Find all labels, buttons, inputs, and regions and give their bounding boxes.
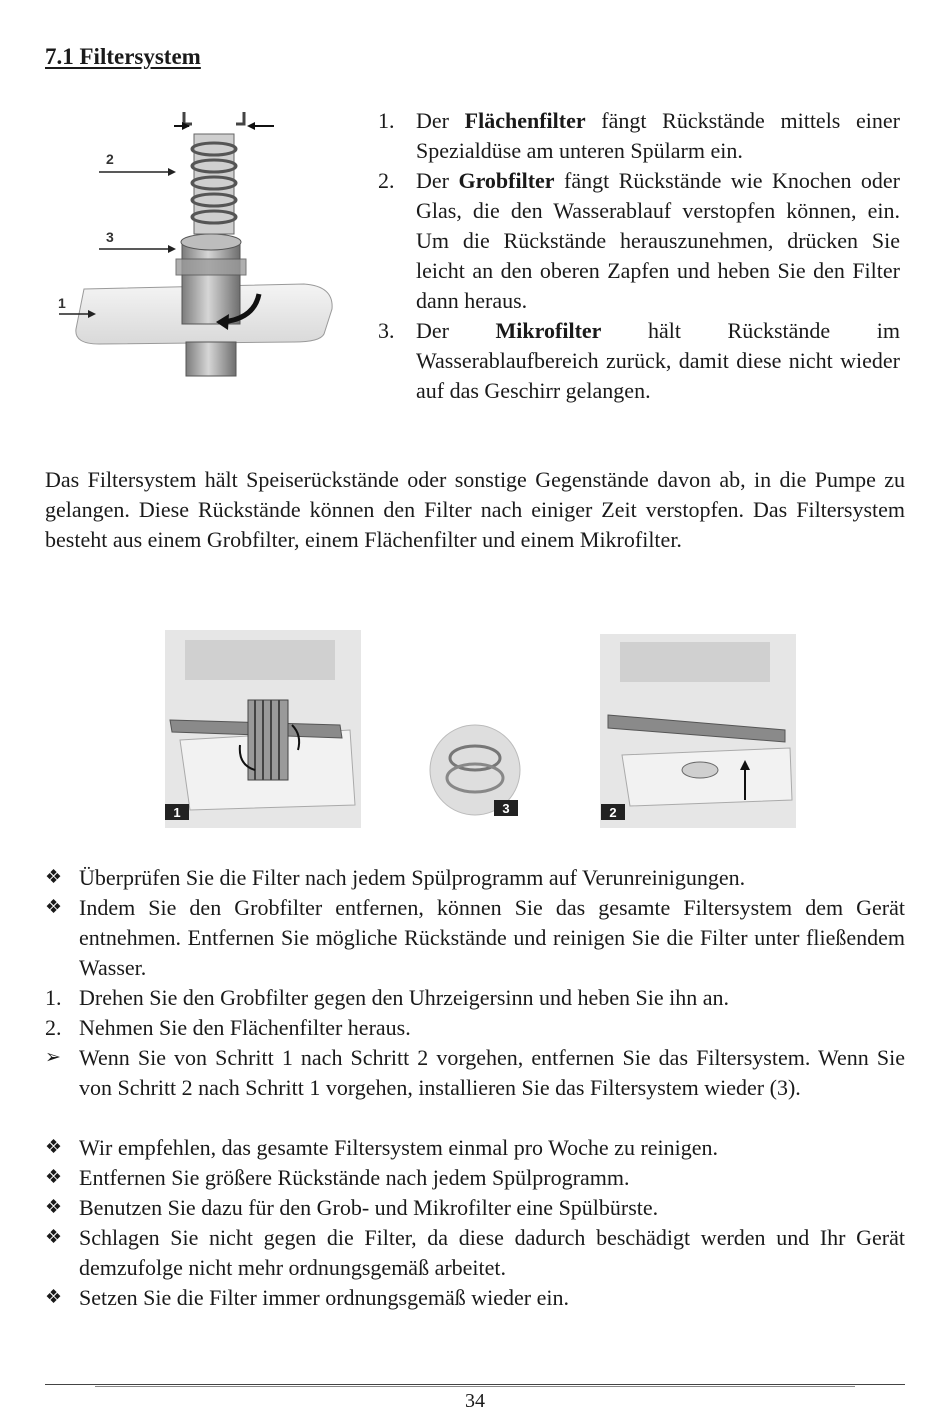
photo-step-1	[165, 630, 361, 828]
footer-rule	[45, 1384, 905, 1385]
photo-label-1: 1	[173, 805, 181, 820]
list-item: ❖ Indem Sie den Grobfilter entfernen, können Sie das gesamte Filtersystem dem Gerät entnehmen. Entfernen Sie mögliche Rückstände und reinigen Sie die Filter unter fließendem Wasser.	[45, 895, 905, 980]
figure-label-3: 3	[106, 229, 114, 245]
photo-step-2	[600, 634, 796, 828]
photo-label-3: 3	[502, 801, 510, 816]
diamond-bullet-icon: ❖	[45, 1197, 63, 1218]
list-item: ❖ Setzen Sie die Filter immer ordnungsgemäß wieder ein.	[45, 1283, 905, 1313]
list-item: 3. Der Mikrofilter hält Rückstände im Wasserablaufbereich zurück, damit diese nicht wieder auf das Geschirr gelangen.	[378, 318, 900, 403]
footer-rule-inner	[95, 1386, 855, 1387]
list-item: 2. Der Grobfilter fängt Rückstände wie Knochen oder Glas, die den Wasserablauf verstopfen können, ein. Um die Rückstände herauszunehmen, drücken Sie leicht an den oberen Zapfen und heben Sie den Filter dann heraus.	[378, 168, 900, 313]
filter-parts-list	[378, 106, 900, 406]
step-number: 1.	[45, 985, 62, 1010]
item-number: 3.	[378, 318, 395, 343]
figure-label-1: 1	[58, 295, 66, 311]
diamond-bullet-icon: ❖	[45, 1167, 63, 1188]
item-number: 1.	[378, 108, 395, 133]
list-item: 2. Nehmen Sie den Flächenfilter heraus.	[45, 1013, 905, 1043]
photo-step-3	[430, 725, 520, 816]
list-item: ➢ Wenn Sie von Schritt 1 nach Schritt 2 vorgehen, entfernen Sie das Filtersystem. Wenn Sie von Schritt 2 nach Schritt 1 vorgehen, installieren Sie das Filtersystem wieder (3).	[45, 1045, 905, 1100]
arrow-bullet-icon: ➢	[45, 1047, 61, 1068]
diamond-bullet-icon: ❖	[45, 897, 63, 918]
diamond-bullet-icon: ❖	[45, 1227, 63, 1248]
item-number: 2.	[378, 168, 395, 193]
photo-label-2: 2	[609, 805, 617, 820]
list-item: 1. Der Flächenfilter fängt Rückstände mittels einer Spezialdüse am unteren Spülarm ein.	[378, 108, 901, 163]
list-item: ❖ Schlagen Sie nicht gegen die Filter, da diese dadurch beschädigt werden und Ihr Gerät demzufolge nicht mehr ordnungsgemäß arbeitet.	[45, 1225, 905, 1280]
diamond-bullet-icon: ❖	[45, 1287, 63, 1308]
term: Mikrofilter	[495, 318, 602, 343]
list-item: ❖ Entfernen Sie größere Rückstände nach jedem Spülprogramm.	[45, 1163, 905, 1193]
step-number: 2.	[45, 1015, 62, 1040]
diamond-bullet-icon: ❖	[45, 1137, 63, 1158]
list-item: 1. Drehen Sie den Grobfilter gegen den Uhrzeigersinn und heben Sie ihn an.	[45, 983, 905, 1013]
term: Grobfilter	[458, 168, 555, 193]
list-item: ❖ Wir empfehlen, das gesamte Filtersystem einmal pro Woche zu reinigen.	[45, 1133, 905, 1163]
list-item: ❖ Überprüfen Sie die Filter nach jedem Spülprogramm auf Verunreinigungen.	[45, 863, 905, 893]
figure-label-2: 2	[106, 151, 114, 167]
page-number: 34	[465, 1390, 485, 1412]
filter-system-diagram	[44, 104, 342, 386]
term: Flächenfilter	[464, 108, 586, 133]
diamond-bullet-icon: ❖	[45, 867, 63, 888]
instructions-list	[45, 863, 905, 1313]
section-title: 7.1 Filtersystem	[45, 44, 201, 69]
list-item: ❖ Benutzen Sie dazu für den Grob- und Mikrofilter eine Spülbürste.	[45, 1193, 905, 1223]
intro-paragraph: Das Filtersystem hält Speiserückstände oder sonstige Gegenstände davon ab, in die Pumpe zu gelangen. Diese Rückstände können den Filter nach einiger Zeit verstopfen. Das Filtersystem besteht aus einem Grobfilter, einem Flächenfilter und einem Mikrofilter.	[45, 467, 905, 552]
filter-removal-photos	[160, 630, 800, 830]
